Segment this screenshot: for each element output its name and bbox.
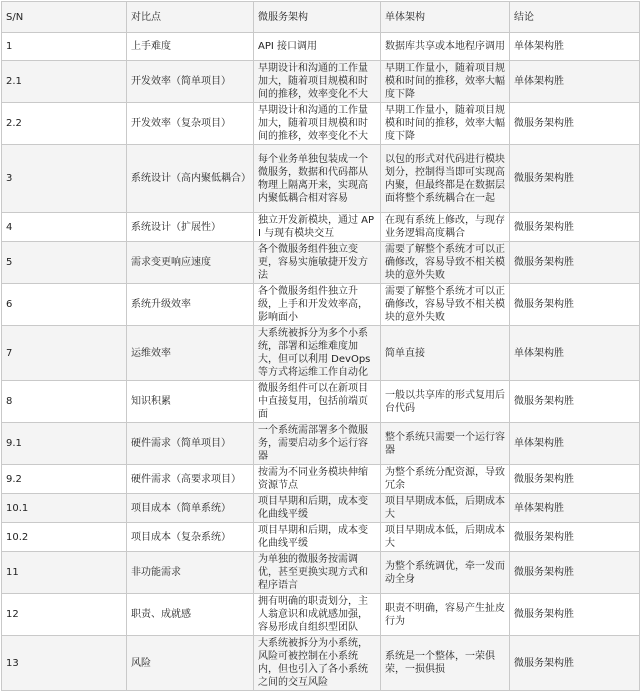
cell-mono: 以包的形式对代码进行模块划分，控制得当即可实现高内聚，但最终都是在数据层面将整个系统耦合在一起 bbox=[381, 145, 510, 213]
cell-sn: 10.2 bbox=[2, 523, 127, 552]
cell-sn: 9.2 bbox=[2, 465, 127, 494]
table-row bbox=[2, 636, 640, 691]
cell-micro: 早期设计和沟通的工作量加大，随着项目规模和时间的推移，效率变化不大 bbox=[254, 103, 381, 145]
cell-mono: 一般以共享库的形式复用后台代码 bbox=[381, 381, 510, 423]
cell-micro: 早期设计和沟通的工作量加大，随着项目规模和时间的推移，效率变化不大 bbox=[254, 61, 381, 103]
table-row bbox=[2, 423, 640, 465]
table-row bbox=[2, 145, 640, 213]
table-row bbox=[2, 552, 640, 594]
cell-verdict: 微服务架构胜 bbox=[510, 284, 640, 326]
cell-micro: 为单独的微服务按需调优，甚至更换实现方式和程序语言 bbox=[254, 552, 381, 594]
cell-micro: 项目早期和后期，成本变化曲线平缓 bbox=[254, 523, 381, 552]
cell-mono: 需要了解整个系统才可以正确修改，容易导致不相关模块的意外失败 bbox=[381, 242, 510, 284]
cell-sn: 10.1 bbox=[2, 494, 127, 523]
table-row bbox=[2, 523, 640, 552]
cell-verdict: 微服务架构胜 bbox=[510, 145, 640, 213]
cell-sn: 6 bbox=[2, 284, 127, 326]
table-row bbox=[2, 381, 640, 423]
cell-mono: 早期工作量小，随着项目规模和时间的推移，效率大幅度下降 bbox=[381, 103, 510, 145]
cell-verdict: 单体架构胜 bbox=[510, 494, 640, 523]
table-row bbox=[2, 242, 640, 284]
header-verdict: 结论 bbox=[510, 2, 640, 33]
cell-sn: 2.1 bbox=[2, 61, 127, 103]
cell-point: 知识积累 bbox=[127, 381, 254, 423]
cell-sn: 1 bbox=[2, 33, 127, 61]
cell-micro: 一个系统需部署多个微服务，需要启动多个运行容器 bbox=[254, 423, 381, 465]
table-row bbox=[2, 465, 640, 494]
cell-verdict: 微服务架构胜 bbox=[510, 103, 640, 145]
cell-sn: 4 bbox=[2, 213, 127, 242]
cell-point: 项目成本（复杂系统） bbox=[127, 523, 254, 552]
table-row bbox=[2, 103, 640, 145]
cell-verdict: 微服务架构胜 bbox=[510, 636, 640, 691]
cell-verdict: 微服务架构胜 bbox=[510, 242, 640, 284]
cell-micro: API 接口调用 bbox=[254, 33, 381, 61]
header-mono: 单体架构 bbox=[381, 2, 510, 33]
cell-micro: 微服务组件可以在新项目中直接复用，包括前端页面 bbox=[254, 381, 381, 423]
cell-mono: 为整个系统分配资源，导致冗余 bbox=[381, 465, 510, 494]
cell-point: 项目成本（简单系统） bbox=[127, 494, 254, 523]
cell-sn: 11 bbox=[2, 552, 127, 594]
header-sn: S/N bbox=[2, 2, 127, 33]
cell-point: 上手难度 bbox=[127, 33, 254, 61]
cell-sn: 2.2 bbox=[2, 103, 127, 145]
cell-micro: 按需为不同业务模块伸缩资源节点 bbox=[254, 465, 381, 494]
cell-sn: 12 bbox=[2, 594, 127, 636]
cell-verdict: 单体架构胜 bbox=[510, 33, 640, 61]
cell-mono: 项目早期成本低，后期成本大 bbox=[381, 523, 510, 552]
table-row bbox=[2, 284, 640, 326]
cell-mono: 系统是一个整体，一荣俱荣，一损俱损 bbox=[381, 636, 510, 691]
cell-point: 非功能需求 bbox=[127, 552, 254, 594]
cell-verdict: 微服务架构胜 bbox=[510, 523, 640, 552]
header-row bbox=[2, 2, 640, 33]
table-row bbox=[2, 213, 640, 242]
cell-sn: 9.1 bbox=[2, 423, 127, 465]
cell-point: 系统设计（高内聚低耦合） bbox=[127, 145, 254, 213]
cell-micro: 各个微服务组件独立变更，容易实施敏捷开发方法 bbox=[254, 242, 381, 284]
cell-verdict: 微服务架构胜 bbox=[510, 465, 640, 494]
cell-verdict: 微服务架构胜 bbox=[510, 213, 640, 242]
cell-sn: 3 bbox=[2, 145, 127, 213]
cell-point: 系统设计（扩展性） bbox=[127, 213, 254, 242]
cell-sn: 7 bbox=[2, 326, 127, 381]
cell-point: 开发效率（简单项目） bbox=[127, 61, 254, 103]
cell-verdict: 微服务架构胜 bbox=[510, 381, 640, 423]
cell-mono: 职责不明确，容易产生扯皮行为 bbox=[381, 594, 510, 636]
cell-mono: 为整个系统调优，牵一发而动全身 bbox=[381, 552, 510, 594]
cell-point: 风险 bbox=[127, 636, 254, 691]
cell-verdict: 微服务架构胜 bbox=[510, 552, 640, 594]
cell-point: 系统升级效率 bbox=[127, 284, 254, 326]
cell-mono: 需要了解整个系统才可以正确修改，容易导致不相关模块的意外失败 bbox=[381, 284, 510, 326]
cell-micro: 独立开发新模块，通过 API 与现有模块交互 bbox=[254, 213, 381, 242]
cell-mono: 项目早期成本低，后期成本大 bbox=[381, 494, 510, 523]
cell-point: 职责、成就感 bbox=[127, 594, 254, 636]
cell-verdict: 单体架构胜 bbox=[510, 61, 640, 103]
cell-mono: 整个系统只需要一个运行容器 bbox=[381, 423, 510, 465]
header-point: 对比点 bbox=[127, 2, 254, 33]
cell-point: 硬件需求（简单项目） bbox=[127, 423, 254, 465]
table-row bbox=[2, 494, 640, 523]
cell-micro: 各个微服务组件独立升级，上手和开发效率高，影响面小 bbox=[254, 284, 381, 326]
table-row bbox=[2, 33, 640, 61]
cell-point: 硬件需求（高要求项目） bbox=[127, 465, 254, 494]
cell-micro: 项目早期和后期，成本变化曲线平缓 bbox=[254, 494, 381, 523]
cell-point: 需求变更响应速度 bbox=[127, 242, 254, 284]
comparison-table bbox=[1, 1, 640, 691]
cell-mono: 在现有系统上修改，与现存业务逻辑高度耦合 bbox=[381, 213, 510, 242]
cell-mono: 简单直接 bbox=[381, 326, 510, 381]
table-row bbox=[2, 61, 640, 103]
cell-mono: 早期工作量小，随着项目规模和时间的推移，效率大幅度下降 bbox=[381, 61, 510, 103]
cell-point: 开发效率（复杂项目） bbox=[127, 103, 254, 145]
header-micro: 微服务架构 bbox=[254, 2, 381, 33]
cell-verdict: 微服务架构胜 bbox=[510, 594, 640, 636]
cell-micro: 每个业务单独包装成一个微服务，数据和代码都从物理上隔离开来，实现高内聚低耦合相对容易 bbox=[254, 145, 381, 213]
cell-micro: 大系统被拆分为小系统，风险可被控制在小系统内，但也引入了各小系统之间的交互风险 bbox=[254, 636, 381, 691]
cell-point: 运维效率 bbox=[127, 326, 254, 381]
cell-verdict: 单体架构胜 bbox=[510, 326, 640, 381]
table-row bbox=[2, 326, 640, 381]
cell-micro: 大系统被拆分为多个小系统，部署和运维难度加大，但可以利用 DevOps 等方式将运维工作自动化 bbox=[254, 326, 381, 381]
table-row bbox=[2, 594, 640, 636]
cell-sn: 8 bbox=[2, 381, 127, 423]
cell-sn: 13 bbox=[2, 636, 127, 691]
cell-sn: 5 bbox=[2, 242, 127, 284]
cell-mono: 数据库共享或本地程序调用 bbox=[381, 33, 510, 61]
cell-micro: 拥有明确的职责划分，主人翁意识和成就感加强，容易形成自组织型团队 bbox=[254, 594, 381, 636]
cell-verdict: 单体架构胜 bbox=[510, 423, 640, 465]
